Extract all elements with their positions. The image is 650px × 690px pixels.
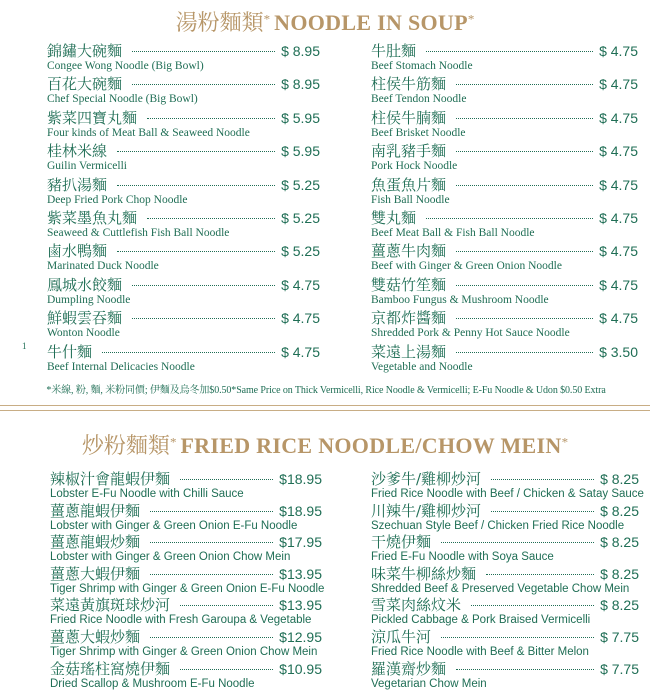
dish-name-cn: 川辣牛/雞柳炒河 xyxy=(371,501,482,520)
dish-name-en: Seaweed & Cuttlefish Fish Ball Noodle xyxy=(47,227,230,239)
dish-name-en: Shredded Beef & Preserved Vegetable Chow Mein xyxy=(371,582,630,595)
dot-leader xyxy=(456,318,593,319)
menu-item xyxy=(371,563,639,595)
dish-name-cn: 豬扒湯麵 xyxy=(47,175,108,194)
dish-name-cn: 薑蔥龍蝦伊麵 xyxy=(50,501,141,520)
dish-name-cn: 雪菜肉絲炆米 xyxy=(371,596,462,615)
menu-item-row xyxy=(371,468,639,488)
dish-price: $ 4.75 xyxy=(599,210,638,226)
dish-price: $ 8.25 xyxy=(600,597,639,614)
section-title-en: FRIED RICE NOODLE/CHOW MEIN xyxy=(180,433,562,458)
dish-name-en: Chef Special Noodle (Big Bowl) xyxy=(47,93,198,106)
divider xyxy=(0,405,650,406)
section-title-cn: 湯粉麵類 xyxy=(175,11,264,36)
menu-item xyxy=(371,140,638,172)
dot-leader xyxy=(117,185,275,186)
dish-price: $17.95 xyxy=(279,534,322,551)
menu-item-row xyxy=(50,531,322,551)
dish-name-en: Four kinds of Meat Ball & Seaweed Noodle xyxy=(47,126,250,139)
menu-item xyxy=(47,240,320,272)
dish-name-en: Deep Fried Pork Chop Noodle xyxy=(47,193,188,206)
menu-item xyxy=(47,207,320,239)
dish-name-cn: 菜遠上湯麵 xyxy=(371,342,447,361)
dot-leader xyxy=(441,637,594,638)
dish-name-cn: 羅漢齋炒麵 xyxy=(371,659,447,678)
menu-item xyxy=(371,500,639,532)
dish-name-cn: 薑蔥龍蝦炒麵 xyxy=(50,533,141,552)
dish-name-cn: 錦鏽大碗麵 xyxy=(47,42,123,60)
dish-price: $ 8.95 xyxy=(281,76,320,93)
dish-price: $ 4.75 xyxy=(599,243,638,260)
dish-name-en: Tiger Shrimp with Ginger & Green Onion Chow Mein xyxy=(50,646,318,658)
dish-price: $ 5.95 xyxy=(281,143,320,160)
menu-item-row xyxy=(47,40,320,60)
menu-item xyxy=(371,274,638,306)
menu-item xyxy=(371,594,639,626)
divider xyxy=(0,410,650,411)
dish-name-cn: 薑蔥大蝦炒麵 xyxy=(50,628,141,646)
dish-name-en: Beef Internal Delicacies Noodle xyxy=(47,360,195,373)
dish-name-en: Tiger Shrimp with Ginger & Green Onion E-Fu Noodle xyxy=(50,582,325,595)
dot-leader xyxy=(180,479,273,480)
menu-item xyxy=(371,107,638,139)
dot-leader xyxy=(491,511,594,512)
dot-leader xyxy=(426,51,593,52)
menu-item xyxy=(371,658,639,690)
menu-item-row xyxy=(371,307,638,327)
menu-item-row xyxy=(371,500,639,520)
dish-price: $ 7.75 xyxy=(600,629,639,645)
dish-price: $ 4.75 xyxy=(281,310,320,327)
dish-price: $ 3.50 xyxy=(599,343,638,360)
menu-item xyxy=(50,594,322,626)
dot-leader xyxy=(441,542,594,543)
menu-item xyxy=(371,468,644,500)
dot-leader xyxy=(456,251,593,252)
menu-item-row xyxy=(371,174,638,194)
dish-name-en: Vegetarian Chow Mein xyxy=(371,677,487,690)
dish-price: $ 4.75 xyxy=(599,109,638,126)
menu-item-row xyxy=(50,563,322,583)
menu-item xyxy=(371,307,638,339)
dish-name-en: Dried Scallop & Mushroom E-Fu Noodle xyxy=(50,677,255,690)
menu-item-row xyxy=(50,594,322,614)
dish-name-en: Szechuan Style Beef / Chicken Fried Rice Noodle xyxy=(371,519,625,532)
dish-price: $12.95 xyxy=(279,629,322,645)
dish-name-en: Guilin Vermicelli xyxy=(47,160,127,173)
menu-item-row xyxy=(47,207,320,227)
menu-item-row xyxy=(371,531,639,551)
dish-price: $18.95 xyxy=(279,502,322,519)
dish-name-cn: 鹵水鴨麵 xyxy=(47,242,108,261)
title-star: * xyxy=(263,11,271,27)
dish-price: $ 5.25 xyxy=(281,210,320,226)
dish-name-cn: 金菇瑤柱窩燒伊麵 xyxy=(50,659,171,678)
dish-price: $ 4.75 xyxy=(599,76,638,93)
dish-name-en: Lobster E-Fu Noodle with Chilli Sauce xyxy=(50,488,244,500)
menu-item-row xyxy=(371,594,639,614)
dot-leader xyxy=(456,669,594,670)
dish-name-cn: 涼瓜牛河 xyxy=(371,628,432,646)
dot-leader xyxy=(150,574,273,575)
dish-name-en: Beef Meat Ball & Fish Ball Noodle xyxy=(371,227,535,239)
menu-item-row xyxy=(47,107,320,127)
dish-name-en: Fried Rice Noodle with Beef & Bitter Melon xyxy=(371,646,589,658)
menu-item xyxy=(371,40,638,72)
dish-price: $ 7.75 xyxy=(600,660,639,677)
dish-name-cn: 辣椒汁會龍蝦伊麵 xyxy=(50,470,171,488)
menu-item xyxy=(371,174,638,206)
dish-name-cn: 牛肚麵 xyxy=(371,42,417,60)
dish-name-cn: 南乳豬手麵 xyxy=(371,142,447,161)
title-star: * xyxy=(467,11,475,27)
menu-item-row xyxy=(371,563,639,583)
dish-name-cn: 薑蔥大蝦伊麵 xyxy=(50,564,141,583)
dot-leader xyxy=(150,637,273,638)
dish-name-en: Wonton Noodle xyxy=(47,327,120,340)
dot-leader xyxy=(426,218,593,219)
dish-name-en: Fried E-Fu Noodle with Soya Sauce xyxy=(371,551,554,564)
dot-leader xyxy=(132,318,275,319)
dish-price: $ 4.75 xyxy=(599,143,638,160)
menu-item xyxy=(47,174,320,206)
menu-item-row xyxy=(371,240,638,260)
dot-leader xyxy=(456,118,593,119)
dish-name-cn: 牛什麵 xyxy=(47,342,93,361)
menu-item-row xyxy=(50,626,322,646)
dish-name-en: Lobster with Ginger & Green Onion Chow Mein xyxy=(50,551,291,564)
dot-leader xyxy=(180,669,273,670)
dish-price: $ 4.75 xyxy=(599,310,638,327)
dish-name-cn: 柱侯牛腩麵 xyxy=(371,108,447,127)
menu-item-row xyxy=(47,274,320,294)
dish-name-cn: 柱侯牛筋麵 xyxy=(371,75,447,94)
dot-leader xyxy=(180,605,273,606)
menu-item xyxy=(50,658,322,690)
dot-leader xyxy=(456,285,593,286)
dish-name-en: Shredded Pork & Penny Hot Sauce Noodle xyxy=(371,327,570,340)
dot-leader xyxy=(150,511,273,512)
dot-leader xyxy=(456,352,593,353)
dish-name-en: Beef Tendon Noodle xyxy=(371,93,467,106)
dish-price: $13.95 xyxy=(279,565,322,582)
menu-item xyxy=(371,341,638,373)
menu-item xyxy=(371,626,639,658)
dish-price: $10.95 xyxy=(279,660,322,677)
dish-name-cn: 味菜牛柳絲炒麵 xyxy=(371,564,477,583)
dish-name-cn: 鳳城水餃麵 xyxy=(47,275,123,294)
menu-item xyxy=(47,107,320,139)
dot-leader xyxy=(491,479,594,480)
dot-leader xyxy=(132,285,275,286)
dish-name-en: Marinated Duck Noodle xyxy=(47,260,159,273)
dish-name-cn: 紫菜四寶丸麵 xyxy=(47,108,138,127)
dish-name-en: Bamboo Fungus & Mushroom Noodle xyxy=(371,293,549,306)
dish-price: $13.95 xyxy=(279,597,322,614)
menu-item-row xyxy=(371,73,638,93)
menu-item-row xyxy=(50,468,322,488)
dish-price: $ 8.25 xyxy=(600,471,639,487)
title-star: * xyxy=(169,434,177,450)
menu-item xyxy=(47,40,320,72)
dish-price: $ 4.75 xyxy=(599,176,638,193)
dot-leader xyxy=(117,151,275,152)
dish-name-cn: 百花大碗麵 xyxy=(47,75,123,94)
dot-leader xyxy=(147,218,275,219)
menu-item xyxy=(50,468,322,500)
menu-item-row xyxy=(371,140,638,160)
dish-name-cn: 鮮蝦雲吞麵 xyxy=(47,309,123,328)
dot-leader xyxy=(456,185,593,186)
dish-price: $ 4.75 xyxy=(599,276,638,293)
dish-name-en: Beef Brisket Noodle xyxy=(371,126,466,139)
dish-name-en: Congee Wong Noodle (Big Bowl) xyxy=(47,60,204,72)
dish-name-en: Fish Ball Noodle xyxy=(371,193,450,206)
menu-item xyxy=(47,307,320,339)
dot-leader xyxy=(456,84,593,85)
menu-item-row xyxy=(371,107,638,127)
menu-item xyxy=(50,626,322,658)
dish-price: $ 5.25 xyxy=(281,176,320,193)
section-title-cn: 炒粉麵類 xyxy=(81,434,170,459)
menu-item-row xyxy=(371,40,638,60)
dish-name-cn: 沙爹牛/雞柳炒河 xyxy=(371,470,482,488)
menu-item-row xyxy=(371,341,638,361)
dish-name-en: Pickled Cabbage & Pork Braised Vermicelli xyxy=(371,614,591,627)
dish-name-en: Fried Rice Noodle with Beef / Chicken & Satay Sauce xyxy=(371,488,644,500)
dish-name-en: Beef with Ginger & Green Onion Noodle xyxy=(371,260,562,273)
menu-item xyxy=(371,240,638,272)
dot-leader xyxy=(471,605,594,606)
dot-leader xyxy=(117,251,275,252)
dish-price: $ 4.75 xyxy=(599,43,638,59)
dish-price: $ 5.25 xyxy=(281,243,320,260)
menu-item xyxy=(371,531,639,563)
dish-price: $18.95 xyxy=(279,471,322,487)
menu-item-row xyxy=(371,658,639,678)
menu-item xyxy=(50,531,322,563)
dish-name-cn: 干燒伊麵 xyxy=(371,533,432,552)
dot-leader xyxy=(456,151,593,152)
dish-name-cn: 薑蔥牛肉麵 xyxy=(371,242,447,261)
dish-name-cn: 菜遠黃旗斑球炒河 xyxy=(50,596,171,615)
menu-item xyxy=(50,563,325,595)
dish-price: $ 8.25 xyxy=(600,502,639,519)
menu-item-row xyxy=(47,174,320,194)
section-title-noodle-soup xyxy=(0,6,650,37)
dish-name-en: Pork Hock Noodle xyxy=(371,160,458,173)
dish-price: $ 4.75 xyxy=(281,343,320,360)
dish-name-en: Vegetable and Noodle xyxy=(371,360,473,373)
dish-price: $ 8.95 xyxy=(281,43,320,59)
dot-leader xyxy=(147,118,275,119)
dish-name-en: Beef Stomach Noodle xyxy=(371,60,473,72)
dish-name-cn: 京都炸醬麵 xyxy=(371,309,447,328)
page-marker: 1 xyxy=(22,341,27,351)
menu-item-row xyxy=(371,626,639,646)
menu-item-row xyxy=(47,307,320,327)
menu-item-row xyxy=(371,274,638,294)
dot-leader xyxy=(102,352,275,353)
dot-leader xyxy=(132,51,275,52)
menu-item-row xyxy=(371,207,638,227)
dish-price: $ 4.75 xyxy=(281,276,320,293)
dish-name-cn: 魚蛋魚片麵 xyxy=(371,175,447,194)
menu-item-row xyxy=(47,73,320,93)
menu-item xyxy=(47,140,320,172)
menu-item-row xyxy=(50,500,322,520)
dish-name-cn: 紫菜墨魚丸麵 xyxy=(47,209,138,227)
dish-price: $ 5.95 xyxy=(281,109,320,126)
menu-item-row xyxy=(50,658,322,678)
dish-name-en: Lobster with Ginger & Green Onion E-Fu Noodle xyxy=(50,519,298,532)
dish-name-cn: 雙菇竹笙麵 xyxy=(371,275,447,294)
menu-item-row xyxy=(47,140,320,160)
dish-name-cn: 桂林米線 xyxy=(47,142,108,161)
menu-item xyxy=(47,274,320,306)
menu-item-row xyxy=(47,240,320,260)
menu-item xyxy=(50,500,322,532)
menu-item xyxy=(47,341,320,373)
menu-item xyxy=(371,207,638,239)
section-title-fried-noodle xyxy=(0,429,650,460)
menu-item xyxy=(371,73,638,105)
menu-item xyxy=(47,73,320,105)
dish-price: $ 8.25 xyxy=(600,534,639,551)
price-note: *米線, 粉, 麵, 米粉同價; 伊麵及烏冬加$0.50*Same Price on Thick Vermicelli, Rice Noodle & Vermicelli; E-Fu Noodle & Udon $0.50 Extra xyxy=(46,385,606,396)
dish-name-en: Fried Rice Noodle with Fresh Garoupa & Vegetable xyxy=(50,614,312,627)
dish-name-en: Dumpling Noodle xyxy=(47,293,131,306)
section-title-en: NOODLE IN SOUP xyxy=(274,10,468,35)
dish-price: $ 8.25 xyxy=(600,565,639,582)
menu-item-row xyxy=(47,341,320,361)
dish-name-cn: 雙丸麵 xyxy=(371,209,417,227)
dot-leader xyxy=(150,542,273,543)
dot-leader xyxy=(132,84,275,85)
title-star: * xyxy=(561,434,569,450)
dot-leader xyxy=(486,574,594,575)
